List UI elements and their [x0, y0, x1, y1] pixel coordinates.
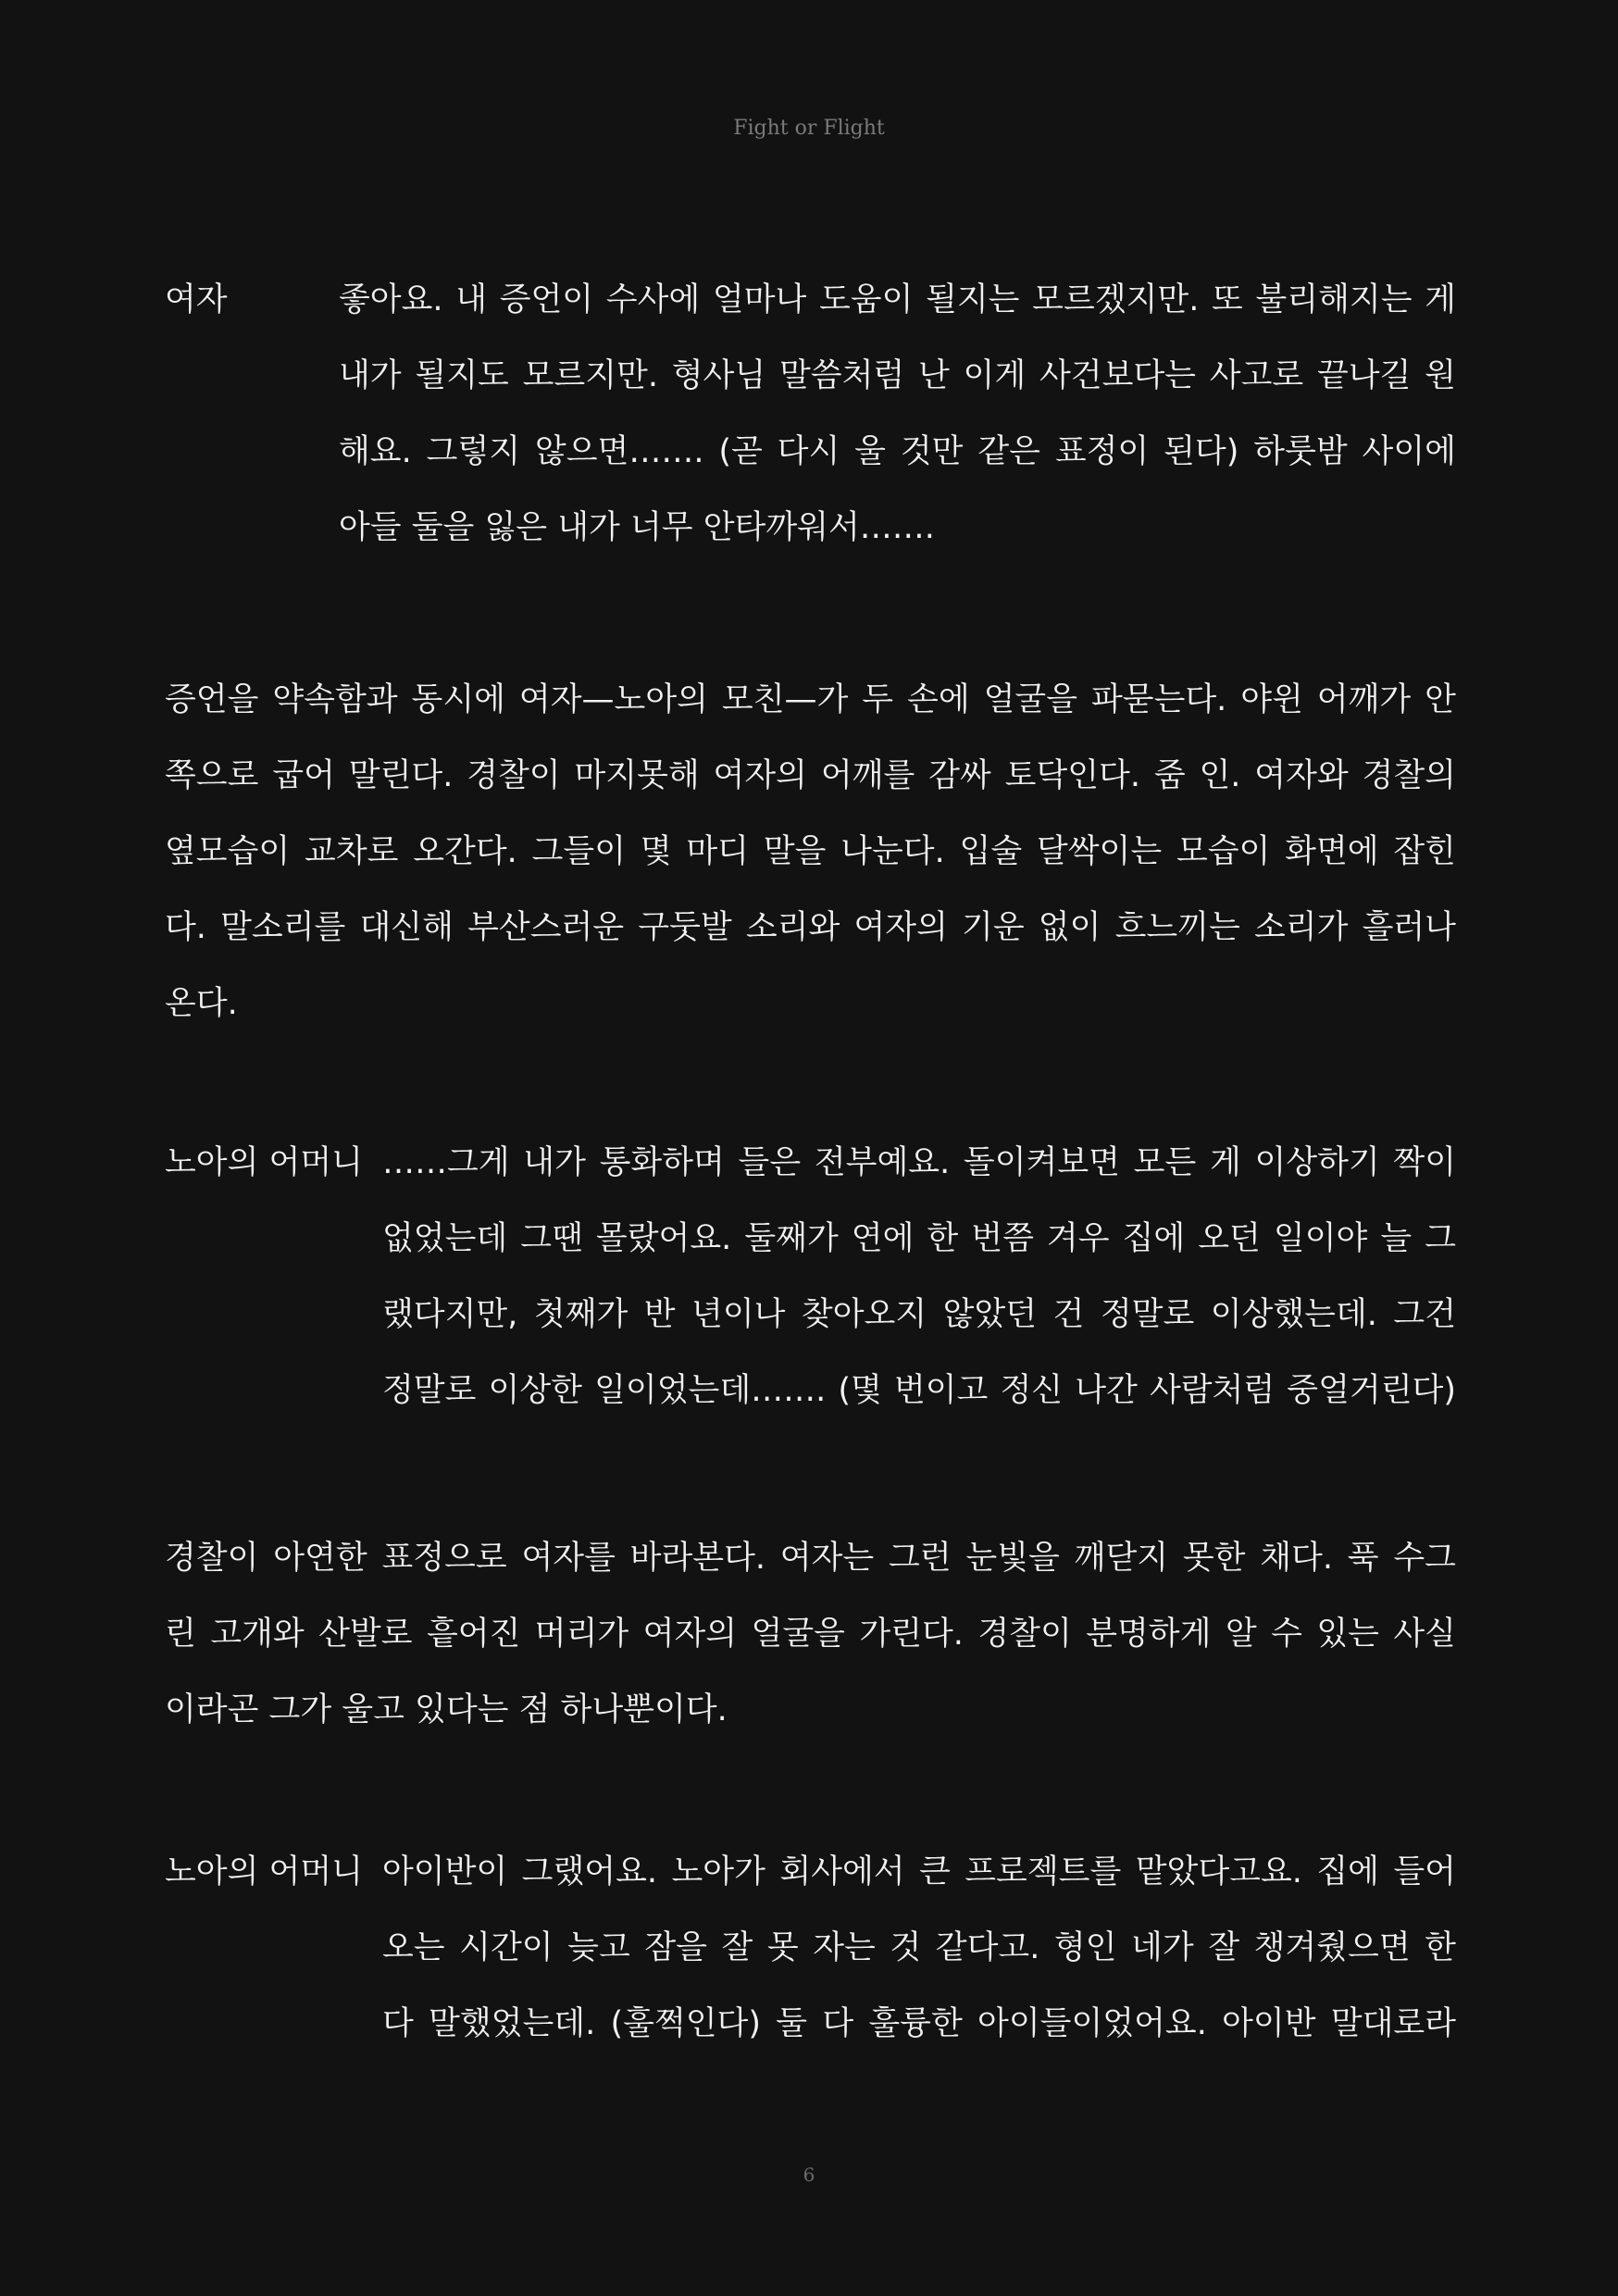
text-line: 온다. [165, 985, 238, 1022]
text-line: 이라곤 그가 울고 있다는 점 하나뿐이다. [165, 1691, 728, 1728]
text-line: 오는 시간이 늦고 잠을 잘 못 자는 것 같다고. 형인 네가 잘 챙겨줬으면 한 [382, 1929, 1456, 1966]
text-line: 정말로 이상한 일이었는데……. (몇 번이고 정신 나간 사람처럼 중얼거린다) [382, 1372, 1456, 1409]
dialogue-text [382, 1125, 1456, 1429]
speaker-name: 노아의 어머니 [165, 1144, 363, 1181]
page-number: 6 [803, 2164, 815, 2186]
speaker-name: 노아의 어머니 [165, 1853, 363, 1890]
dialogue-block [165, 1834, 1456, 2062]
text-line: 좋아요. 내 증언이 수사에 얼마나 도움이 될지는 모르겠지만. 또 불리해지는 게 [339, 281, 1456, 318]
action-paragraph [165, 1520, 1456, 1748]
running-header: Fight or Flight [733, 117, 885, 140]
text-line: 옆모습이 교차로 오간다. 그들이 몇 마디 말을 나눈다. 입술 달싹이는 모습이 화면에 잡힌 [165, 833, 1456, 870]
text-line: 랬다지만, 첫째가 반 년이나 찾아오지 않았던 건 정말로 이상했는데. 그건 [382, 1296, 1456, 1333]
text-line: 아이반이 그랬어요. 노아가 회사에서 큰 프로젝트를 맡았다고요. 집에 들어 [382, 1853, 1456, 1890]
text-line: 해요. 그렇지 않으면……. (곧 다시 울 것만 같은 표정이 된다) 하룻밤 사이에 [339, 433, 1456, 470]
text-line: 쪽으로 굽어 말린다. 경찰이 마지못해 여자의 어깨를 감싸 토닥인다. 줌 인. 여자와 경찰의 [165, 757, 1456, 794]
dialogue-block [165, 262, 1456, 566]
speaker-name: 여자 [165, 281, 228, 318]
text-line: 린 고개와 산발로 흩어진 머리가 여자의 얼굴을 가린다. 경찰이 분명하게 알 수 있는 사실 [165, 1616, 1456, 1653]
text-line: 경찰이 아연한 표정으로 여자를 바라본다. 여자는 그런 눈빛을 깨닫지 못한 채다. 푹 수그 [165, 1540, 1456, 1577]
dialogue-block [165, 1125, 1456, 1429]
text-line: 없었는데 그땐 몰랐어요. 둘째가 연에 한 번쯤 겨우 집에 오던 일이야 늘 그 [382, 1220, 1456, 1257]
text-line: 다. 말소리를 대신해 부산스러운 구둣발 소리와 여자의 기운 없이 흐느끼는 소리가 흘러나 [165, 909, 1456, 946]
text-line: ……그게 내가 통화하며 들은 전부예요. 돌이켜보면 모든 게 이상하기 짝이 [382, 1144, 1456, 1181]
dialogue-text [339, 262, 1456, 566]
dialogue-text [382, 1834, 1456, 2062]
text-line: 다 말했었는데. (훌쩍인다) 둘 다 훌륭한 아이들이었어요. 아이반 말대로라 [382, 2005, 1456, 2042]
action-paragraph [165, 662, 1456, 1042]
text-line: 증언을 약속함과 동시에 여자—노아의 모친—가 두 손에 얼굴을 파묻는다. 야윈 어깨가 안 [165, 681, 1456, 718]
text-line: 아들 둘을 잃은 내가 너무 안타까워서……. [339, 509, 935, 546]
text-line: 내가 될지도 모르지만. 형사님 말씀처럼 난 이게 사건보다는 사고로 끝나길 원 [339, 357, 1456, 394]
